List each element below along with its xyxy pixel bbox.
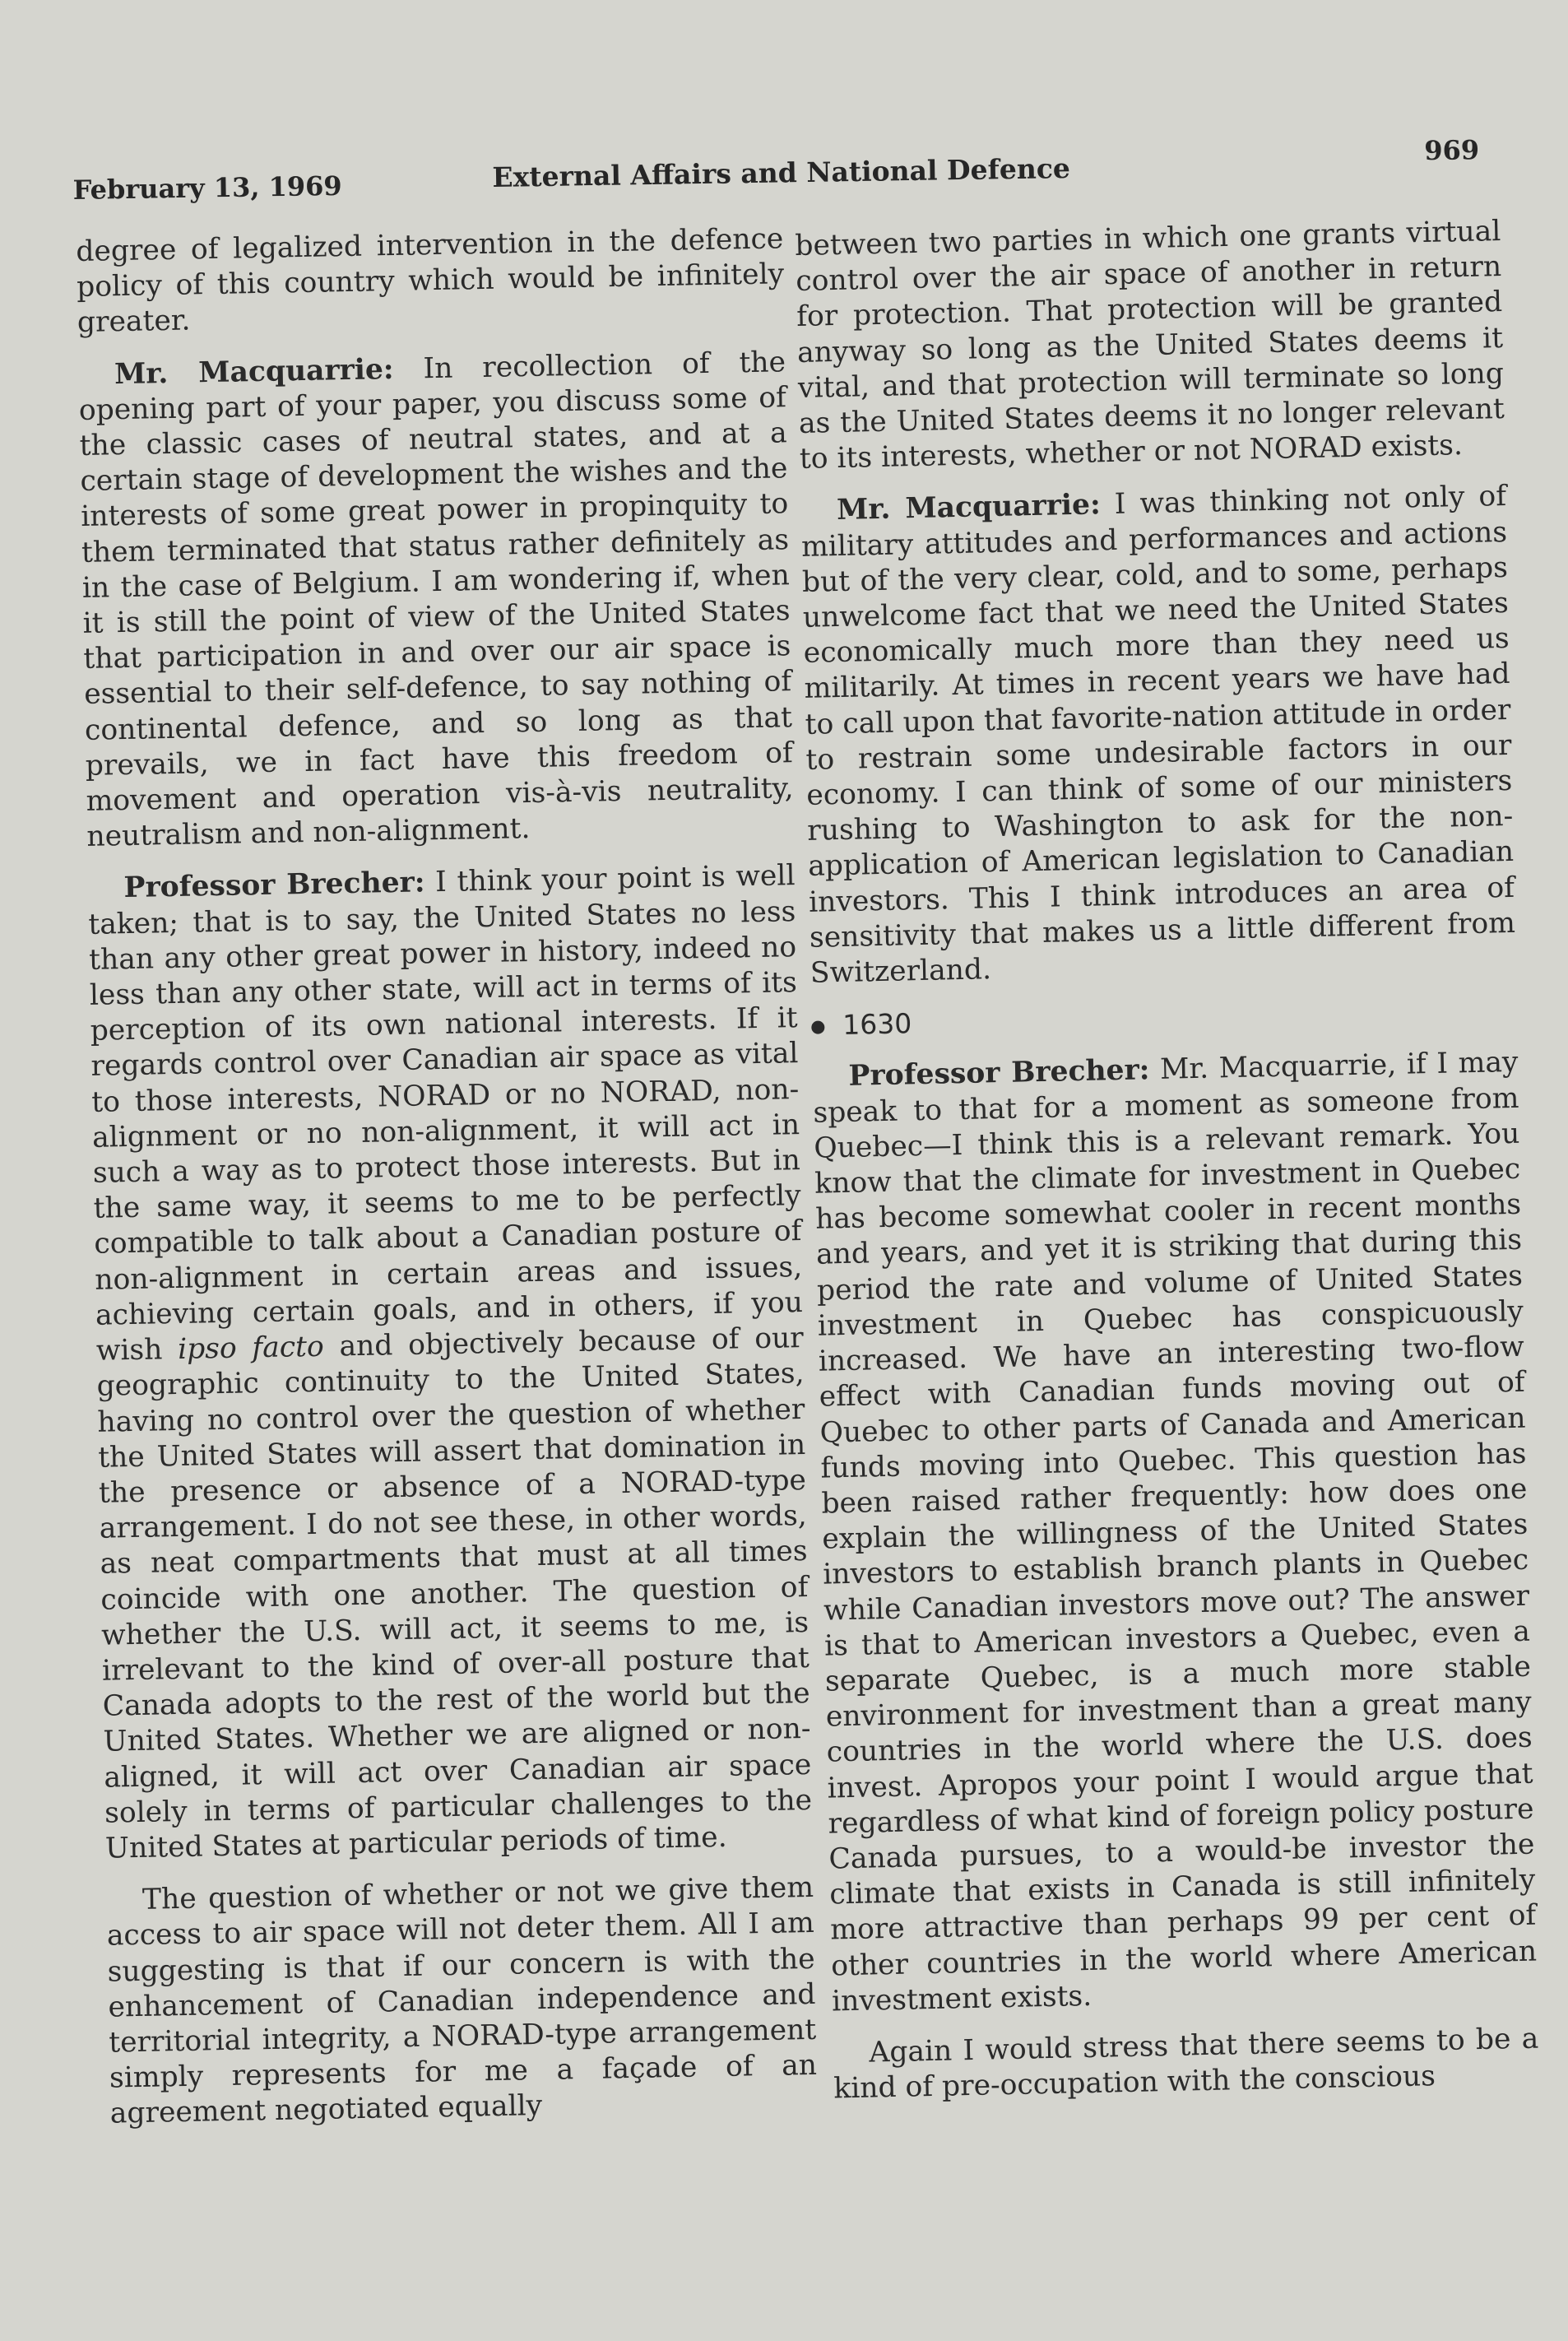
bullet-icon xyxy=(811,1020,824,1033)
paragraph-text: I was thinking not only of military attitudes and performances and actions but of the very clear, cold, and to some, perhaps unwelcome fact that we need the United States economically much more than they need us militarily. At times in recent years we have had to call upon that favorite-nation attitude in order to restrain some undesirable factors in our economy. I can think of some of our ministers rushing to Washington to ask for the non-application of American legislation to Canadian investors. This I think introduces an area of sensitivity that makes us a little different from Switzerland. xyxy=(800,480,1516,990)
page-number: 969 xyxy=(1424,134,1480,167)
header-title: External Affairs and National Defence xyxy=(492,151,1071,193)
left-column xyxy=(76,221,818,2148)
speaker-name: Professor Brecher: xyxy=(123,866,425,905)
paragraph-text: I think your point is well taken; that is to say, the United States no less than any other great power in history, indeed no less than any other state, will act in terms of its perception of its own national interests. If it regards control over Canadian air space as vital to those interests, NORAD or no NORAD, non-alignment or no non-alignment, it will act in such a way as to protect those interests. But in the same way, it seems to me to be perfectly compatible to talk about a Canadian posture of non-alignment in certain areas and issues, achieving certain goals, and in others, if you wish xyxy=(88,859,804,1368)
header-date: February 13, 1969 xyxy=(72,170,342,206)
paragraph: Again I would stress that there seems to be a kind of pre-occupation with the conscious xyxy=(833,2022,1539,2106)
speaker-name: Mr. Macquarrie: xyxy=(114,352,394,391)
page-header xyxy=(72,134,1480,206)
paragraph xyxy=(800,479,1516,992)
paragraph: The question of whether or not we give them access to air space will not deter them. All I am suggesting is that if our concern is with the enhancement of Canadian independence and territorial integrity, a NORAD-type arrangement simply represents for me a façade of an agreement negotiated equally xyxy=(106,1871,818,2130)
paragraph xyxy=(812,1045,1538,2019)
speaker-name: Mr. Macquarrie: xyxy=(836,488,1102,527)
paragraph: degree of legalized intervention in the defence policy of this country which would be infinitely greater. xyxy=(76,222,785,340)
italic-term: ipso facto xyxy=(177,1330,325,1367)
time-marker-text: 1630 xyxy=(842,1007,912,1042)
paragraph xyxy=(87,859,813,1867)
time-marker xyxy=(811,993,1518,1043)
paragraph-text: In recollection of the opening part of your paper, you discuss some of the classic cases of neutral states, and at a certain stage of development the wishes and the interests of some great power in propinquity to them terminated that status rather definitely as in the case of Belgium. I am wondering if, when it is still the point of view of the United States that participation in and over our air space is essential to their self-defence, to say nothing of continental defence, and so long as that prevails, we in fact have this freedom of movement and operation vis-à-vis neutrality, neutralism and non-alignment. xyxy=(78,345,794,854)
paragraph-text: Mr. Macquarrie, if I may speak to that for a moment as someone from Quebec—I think this is a relevant remark. You know that the climate for investment in Quebec has become somewhat cooler in recent months and years, and yet it is striking that during this period the rate and volume of United States investment in Quebec has conspicuously increased. We have an interesting two-flow effect with Canadian funds moving out of Quebec to other parts of Canada and American funds moving into Quebec. This question has been raised rather frequently: how does one explain the willingness of the United States investors to establish branch plants in Quebec while Canadian investors move out? The answer is that to American investors a Quebec, even a separate Quebec, is a much more stable environment for investment than a great many countries in the world where the U.S. does invest. Apropos your point I would argue that regardless of what kind of foreign policy posture Canada pursues, to a would-be investor the climate that exists in Canada is still infinitely more attractive than perhaps 99 per cent of other countries in the world where American investment exists. xyxy=(813,1046,1538,2018)
paragraph xyxy=(78,345,795,856)
speaker-name: Professor Brecher: xyxy=(848,1053,1150,1094)
right-column xyxy=(795,214,1540,2124)
paragraph-text: and objectively because of our geographic continuity to the United States, having no control over the question of whether the United States will assert that domination in the presence or absence of a NORAD-type arrangement. I do not see these, in other words, as neat compartments that must at all times coincide with one another. The question of whether the U.S. will act, it seems to me, is irrelevant to the kind of over-all posture that Canada adopts to the rest of the world but the United States. Whether we are aligned or non-aligned, it will act over Canadian air space solely in terms of particular challenges to the United States at particular periods of time. xyxy=(96,1321,813,1865)
paragraph: between two parties in which one grants virtual control over the air space of another in return for protection. That protection will be granted anyway so long as the United States deems it vital, and that protection will terminate so long as the United States deems it no longer relevant to its interests, whether or not NORAD exists. xyxy=(795,215,1505,476)
